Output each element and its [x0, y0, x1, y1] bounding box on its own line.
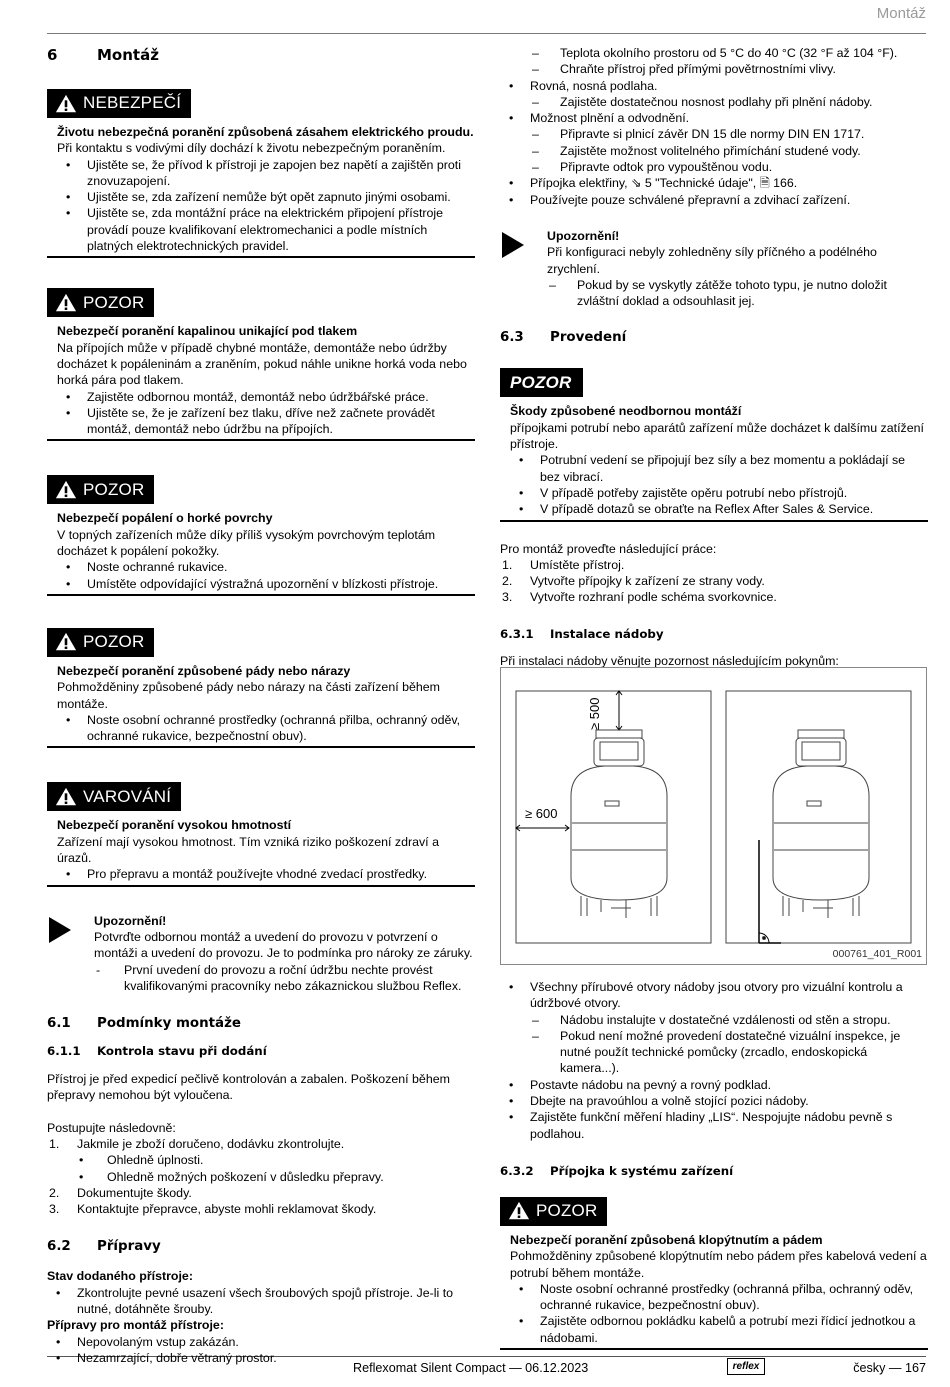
- list-item: • Noste osobní ochranné prostředky (ochranná přilba, ochranný oděv, ochranné rukavice, bezpečnostní obuv).: [66, 712, 461, 744]
- warning-box-weight: [47, 782, 475, 886]
- page-header-title: Montáž: [876, 5, 926, 22]
- caution-badge: POZOR: [47, 288, 154, 317]
- list-subitem: – Zajistěte dostatečnou nosnost podlahy při plnění nádoby.: [532, 94, 873, 109]
- warning-text: V topných zařízeních může díky příliš vysokým povrchovým teplotám docházet k popálení pokožky.: [57, 527, 436, 559]
- danger-box-electric: [47, 89, 475, 258]
- list-item: 1. Umístěte přístroj.: [502, 557, 625, 572]
- list-item: • V případě dotazů se obraťte na Reflex After Sales & Service.: [519, 502, 874, 517]
- list-item: 2. Vytvořte přípojky k zařízení ze strany vody.: [502, 574, 765, 589]
- section-6-1-heading: 6.1 Podmínky montáže: [47, 1016, 241, 1032]
- danger-badge: NEBEZPEČÍ: [47, 89, 191, 118]
- caution-badge: POZOR: [500, 368, 583, 397]
- footer-document: Reflexomat Silent Compact — 06.12.2023: [353, 1361, 589, 1375]
- section-6-3-2-heading: 6.3.2 Přípojka k systému zařízení: [500, 1163, 734, 1178]
- list-subitem: – Připravte si plnicí závěr DN 15 dle normy DIN EN 1717.: [532, 127, 865, 142]
- arrow-right-icon: [502, 232, 524, 258]
- technical-data-link[interactable]: Přípojka elektřiny, ⇘ 5 "Technické údaje", 🗎 166.: [530, 176, 798, 191]
- caution-box-improper-assembly: [500, 368, 928, 521]
- notice-text: Při konfiguraci nebyly zohledněny síly příčného a podélného zrychlení.: [547, 245, 877, 276]
- list-item: • Zkontrolujte pevné usazení všech šroubových spojů přístroje. Je-li to nutné, dotáhněte šrouby.: [56, 1285, 454, 1317]
- section-6-1-1-heading: 6.1.1 Kontrola stavu při dodání: [47, 1044, 267, 1059]
- list-subitem: – Zajistěte možnost volitelného přimíchání studené vody.: [532, 143, 861, 158]
- list-item: • Zajistěte odbornou pokládku kabelů a potrubí mezi řídicí jednotkou a nádobami.: [519, 1314, 916, 1345]
- caution-badge: POZOR: [47, 628, 154, 657]
- warning-heading: Nebezpečí poranění kapalinou unikající pod tlakem: [57, 324, 358, 339]
- list-item: • Umístěte odpovídající výstražná upozornění v blízkosti přístroje.: [66, 576, 439, 591]
- list-item: • Přípojka elektřiny, ⇘ 5 "Technické údaje", 🗎 166.: [509, 176, 798, 191]
- warning-heading: Škody způsobené neodbornou montáží: [510, 404, 742, 419]
- caution-badge: POZOR: [47, 475, 154, 504]
- header-rule: [47, 33, 926, 34]
- list-item: • Používejte pouze schválené přepravní a zdvihací zařízení.: [509, 192, 851, 207]
- caution-box-pressure: [47, 288, 475, 441]
- dimension-top-label: ≥ 500: [587, 697, 602, 730]
- list-item: • Zajistěte funkční měření hladiny „LIS“. Nespojujte nádobu pevně s podlahou.: [509, 1110, 893, 1141]
- paragraph: Postupujte následovně:: [47, 1120, 176, 1135]
- notice-title: Upozornění!: [547, 228, 620, 243]
- list-subitem: – Nádobu instalujte v dostatečné vzdálenosti od stěn a stropu.: [532, 1012, 891, 1027]
- notice-box-commissioning: [47, 913, 475, 994]
- list-subitem: • Ohledně úplnosti.: [79, 1153, 204, 1168]
- list-item: 3. Vytvořte rozhraní podle schéma svorkovnice.: [502, 590, 777, 605]
- list-item: • Pro přepravu a montáž používejte vhodné zvedací prostředky.: [66, 867, 428, 882]
- steps-list: [47, 1136, 475, 1217]
- notice-sub-item: - První uvedení do provozu a roční údržbu nechte provést kvalifikovanými pracovníky nebo zákaznickou službou Reflex.: [96, 962, 462, 993]
- dimension-side-label: ≥ 600: [525, 806, 558, 821]
- warning-heading: Nebezpečí poranění způsobená klopýtnutím a pádem: [510, 1232, 823, 1247]
- list-item: • Nezamrzající, dobře větraný prostor.: [56, 1350, 277, 1365]
- footer-page: česky — 167: [853, 1361, 926, 1375]
- notice-box-acceleration: [500, 228, 928, 309]
- list-item: • Zajistěte odbornou montáž, demontáž nebo údržbářské práce.: [66, 389, 429, 404]
- caution-box-falls: [47, 628, 475, 748]
- paragraph: Při instalaci nádoby věnujte pozornost následujícím pokynům:: [500, 653, 839, 668]
- paragraph: Pro montáž proveďte následující práce:: [500, 541, 717, 556]
- vessel-installation-figure: [500, 667, 927, 965]
- warning-badge: VAROVÁNÍ: [47, 782, 181, 811]
- list-item: • Potrubní vedení se připojují bez síly a bez momentu a pokládají se bez vibrací.: [519, 453, 906, 484]
- caution-badge: POZOR: [500, 1197, 607, 1226]
- list-item: • Možnost plnění a odvodnění.: [509, 111, 690, 126]
- warning-heading: Životu nebezpečná poranění způsobená zásahem elektrického proudu.: [57, 125, 474, 139]
- warning-triangle-icon: [55, 93, 77, 115]
- list-item: • Ujistěte se, zda zařízení nemůže být opět zapnuto jinými osobami.: [66, 190, 451, 205]
- warning-text: přípojkami potrubí nebo aparátů zařízení může docházet k dalšímu zatížení přístroje.: [510, 420, 924, 452]
- caution-box-hot-surface: [47, 475, 475, 595]
- list-subitem: • Ohledně možných poškození v důsledku přepravy.: [79, 1169, 384, 1184]
- warning-text: Na přípojích může v případě chybné montáže, demontáže nebo údržby docházet k popáleninám a zraněním, pokud náhle unikne horká voda nebo horká pára pod tlakem.: [57, 340, 467, 388]
- warning-text: Pohmožděniny způsobené klopýtnutím nebo pádem přes kabelová vedení a potrubí během montáže.: [510, 1249, 927, 1280]
- list-item: • Nepovolaným vstup zakázán.: [56, 1334, 239, 1349]
- list-item: 1. Jakmile je zboží doručeno, dodávku zkontrolujte.: [49, 1136, 345, 1151]
- list-subitem: – Pokud není možné provedení dostatečné vizuální inspekce, je nutné použít technické pomůcky (zrcadlo, endoskopická kamera...).: [532, 1028, 901, 1076]
- subheading: Přípravy pro montáž přístroje:: [47, 1318, 224, 1333]
- section-6-heading: 6 Montáž: [47, 46, 159, 64]
- list-item: • Dbejte na pravoúhlou a volně stojící pozici nádoby.: [509, 1094, 809, 1109]
- notice-title: Upozornění!: [94, 913, 167, 928]
- warning-triangle-icon: [55, 786, 77, 808]
- list-item: • Noste ochranné rukavice.: [66, 560, 228, 575]
- list-item: • V případě potřeby zajistěte opěru potrubí nebo přístrojů.: [519, 485, 848, 500]
- warning-heading: Nebezpečí poranění vysokou hmotností: [57, 818, 292, 833]
- left-column: [47, 47, 475, 1366]
- warning-heading: Nebezpečí poranění způsobené pády nebo nárazy: [57, 663, 351, 678]
- list-item: • Ujistěte se, že přívod k přístroji je zapojen bez napětí a zajištěn proti znovuzapojení.: [66, 157, 461, 188]
- arrow-right-icon: [49, 917, 71, 943]
- list-item: • Noste osobní ochranné prostředky (ochranná přilba, ochranný oděv, ochranné rukavice, bezpečnostní obuv).: [519, 1281, 914, 1313]
- warning-triangle-icon: [508, 1200, 530, 1222]
- list-item: • Postavte nádobu na pevný a rovný podklad.: [509, 1077, 772, 1092]
- warning-heading: Nebezpečí popálení o horké povrchy: [57, 511, 273, 526]
- list-item: 3. Kontaktujte přepravce, abyste mohli reklamovat škody.: [49, 1202, 377, 1217]
- list-item: • Ujistěte se, že je zařízení bez tlaku, dříve než začnete provádět montáž, demontáž nebo údržbu na přípojích.: [66, 405, 435, 437]
- list-subitem: – Teplota okolního prostoru od 5 °C do 40 °C (32 °F až 104 °F).: [532, 46, 898, 60]
- right-column-lower: [500, 979, 928, 1350]
- list-item: • Všechny přírubové otvory nádoby jsou otvory pro vizuální kontrolu a údržbové otvory.: [509, 980, 903, 1011]
- vessel-drawing: [501, 668, 926, 964]
- list-item: • Ujistěte se, zda montážní práce na elektrickém připojení přístroje provádí pouze kvalifikovaní elektromechanici a podle místních platných elektrotechnických pravidel.: [66, 206, 444, 254]
- subheading: Stav dodaného přístroje:: [47, 1269, 193, 1284]
- reflex-logo: reflex: [727, 1358, 765, 1375]
- list-subitem: – Připravte odtok pro vypouštěnou vodu.: [532, 160, 773, 175]
- warning-triangle-icon: [55, 631, 77, 653]
- notice-sub-item: – Pokud by se vyskytly zátěže tohoto typu, je nutno doložit zvláštní doklad a odsouhlasit jej.: [549, 277, 887, 309]
- list-subitem: – Chraňte přístroj před přímými povětrnostními vlivy.: [532, 62, 836, 77]
- warning-text: Zařízení mají vysokou hmotnost. Tím vzniká riziko poškození zdraví a úrazů.: [57, 834, 439, 866]
- paragraph: Přístroj je před expedicí pečlivě kontrolován a zabalen. Poškození během přepravy nemohou být vyloučena.: [47, 1072, 450, 1103]
- list-item: 2. Dokumentujte škody.: [49, 1185, 192, 1200]
- warning-text: Pohmožděniny způsobené pády nebo nárazy na části zařízení během montáže.: [57, 680, 440, 711]
- warning-text: Při kontaktu s vodivými díly dochází k životu nebezpečným poraněním.: [57, 141, 446, 156]
- warning-triangle-icon: [55, 292, 77, 314]
- caution-box-tripping: [500, 1197, 928, 1350]
- section-6-3-heading: 6.3 Provedení: [500, 330, 627, 346]
- figure-code: 000761_401_R001: [832, 947, 922, 960]
- notice-text: Potvrďte odbornou montáž a uvedení do provozu v potvrzení o montáži a uvedení do provozu. Je to podmínka pro nároky ze záruky.: [94, 929, 473, 961]
- warning-triangle-icon: [55, 479, 77, 501]
- right-column: [500, 45, 928, 669]
- section-6-2-heading: 6.2 Přípravy: [47, 1239, 161, 1255]
- list-item: • Rovná, nosná podlaha.: [509, 78, 658, 93]
- section-6-3-1-heading: 6.3.1 Instalace nádoby: [500, 626, 664, 641]
